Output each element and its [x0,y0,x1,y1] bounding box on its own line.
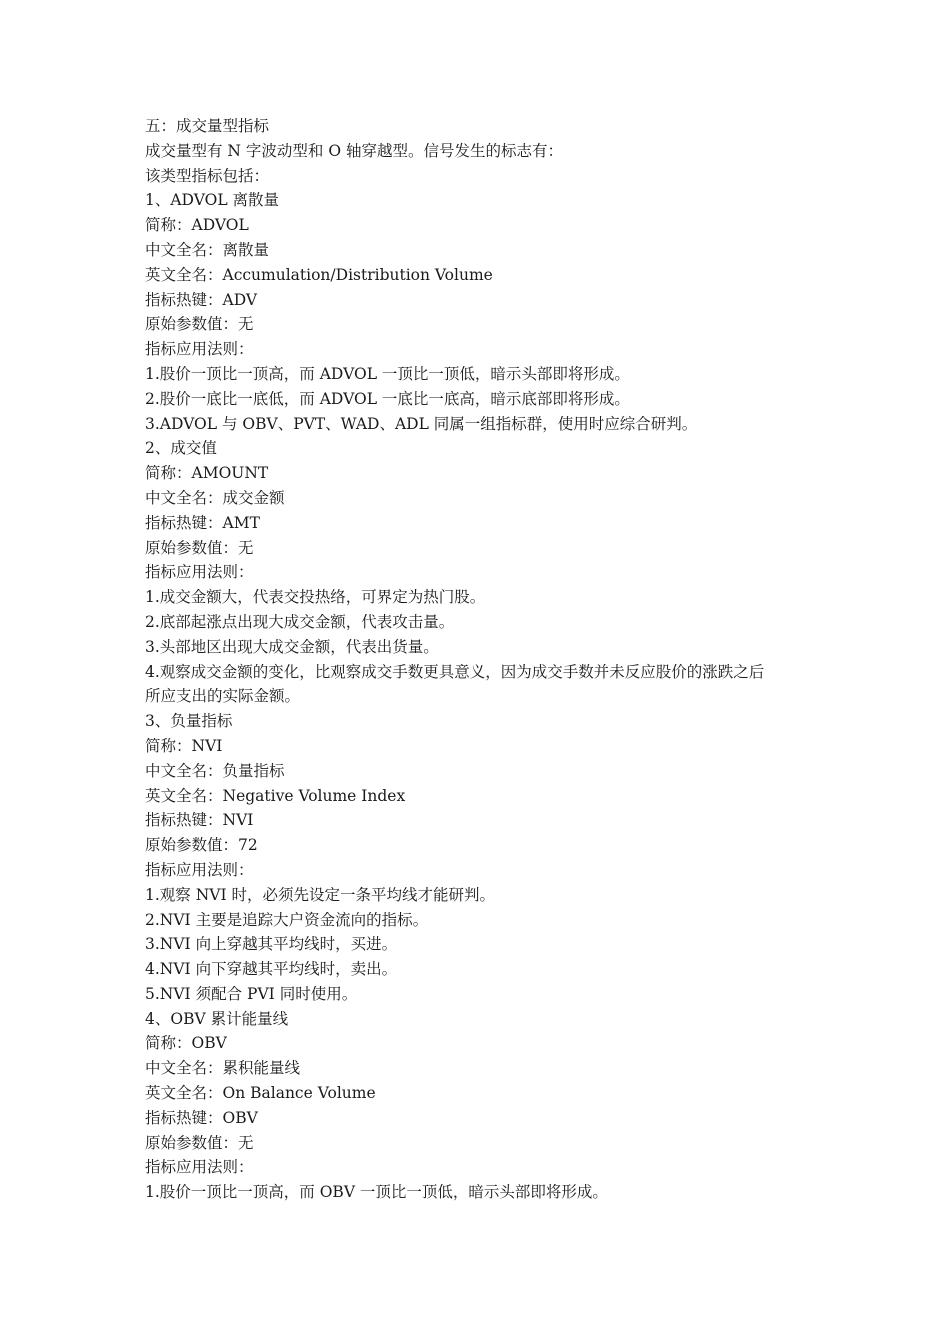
indicator-heading: 2、成交值 [145,439,217,458]
rule-item: 4.观察成交金额的变化，比观察成交手数更具意义，因为成交手数并未反应股价的涨跌之后 [145,662,765,681]
indicator-field: 中文全名：成交金额 [145,488,285,507]
rule-item: 1.股价一顶比一顶高，而 OBV 一顶比一顶低，暗示头部即将形成。 [145,1183,608,1202]
rule-item: 2.NVI 主要是追踪大户资金流向的指标。 [145,910,429,929]
document-body [145,114,845,1205]
indicator-field: 简称：AMOUNT [145,464,269,483]
indicator-field: 原始参数值：无 [145,1133,254,1152]
rule-item: 3.NVI 向上穿越其平均线时，买进。 [145,935,398,954]
indicator-field: 指标热键：NVI [145,811,254,830]
indicator-field: 英文全名：On Balance Volume [145,1084,376,1103]
indicator-field: 英文全名：Accumulation/Distribution Volume [145,265,493,284]
indicator-field: 中文全名：累积能量线 [145,1059,301,1078]
paragraph: 该类型指标包括： [145,166,270,185]
indicator-heading: 4、OBV 累计能量线 [145,1009,289,1028]
indicator-field: 中文全名：离散量 [145,240,270,259]
indicator-field: 指标热键：ADV [145,290,258,309]
rules-heading: 指标应用法则： [145,563,254,582]
indicator-field: 简称：OBV [145,1034,227,1053]
section-heading: 五：成交量型指标 [145,117,270,135]
indicator-field: 指标热键：AMT [145,513,260,532]
rule-item: 2.股价一底比一底低，而 ADVOL 一底比一底高，暗示底部即将形成。 [145,389,630,408]
indicator-field: 原始参数值：无 [145,538,254,557]
rules-heading: 指标应用法则： [145,1158,254,1177]
rule-item: 1.观察 NVI 时，必须先设定一条平均线才能研判。 [145,885,496,904]
rules-heading: 指标应用法则： [145,860,254,879]
rule-item: 1.成交金额大，代表交投热络，可界定为热门股。 [145,588,486,607]
paragraph: 成交量型有 N 字波动型和 O 轴穿越型。信号发生的标志有： [145,141,563,160]
rule-item: 3.ADVOL 与 OBV、PVT、WAD、ADL 同属一组指标群，使用时应综合研判。 [145,414,698,433]
indicator-field: 指标热键：OBV [145,1108,258,1127]
indicator-heading: 1、ADVOL 离散量 [145,191,280,210]
indicator-field: 原始参数值：无 [145,315,254,334]
indicator-heading: 3、负量指标 [145,712,233,731]
rule-item: 1.股价一顶比一顶高，而 ADVOL 一顶比一顶低，暗示头部即将形成。 [145,364,630,383]
rule-item: 5.NVI 须配合 PVI 同时使用。 [145,984,358,1003]
rule-item: 4.NVI 向下穿越其平均线时，卖出。 [145,960,398,979]
rule-item: 3.头部地区出现大成交金额，代表出货量。 [145,637,439,656]
indicator-field: 简称：ADVOL [145,216,249,235]
indicator-field: 中文全名：负量指标 [145,761,285,780]
rule-item: 2.底部起涨点出现大成交金额，代表攻击量。 [145,612,455,631]
indicator-field: 原始参数值：72 [145,836,258,855]
rule-item-continued: 所应支出的实际金额。 [145,687,301,706]
indicator-field: 简称：NVI [145,736,223,755]
rules-heading: 指标应用法则： [145,340,254,359]
indicator-field: 英文全名：Negative Volume Index [145,786,406,805]
